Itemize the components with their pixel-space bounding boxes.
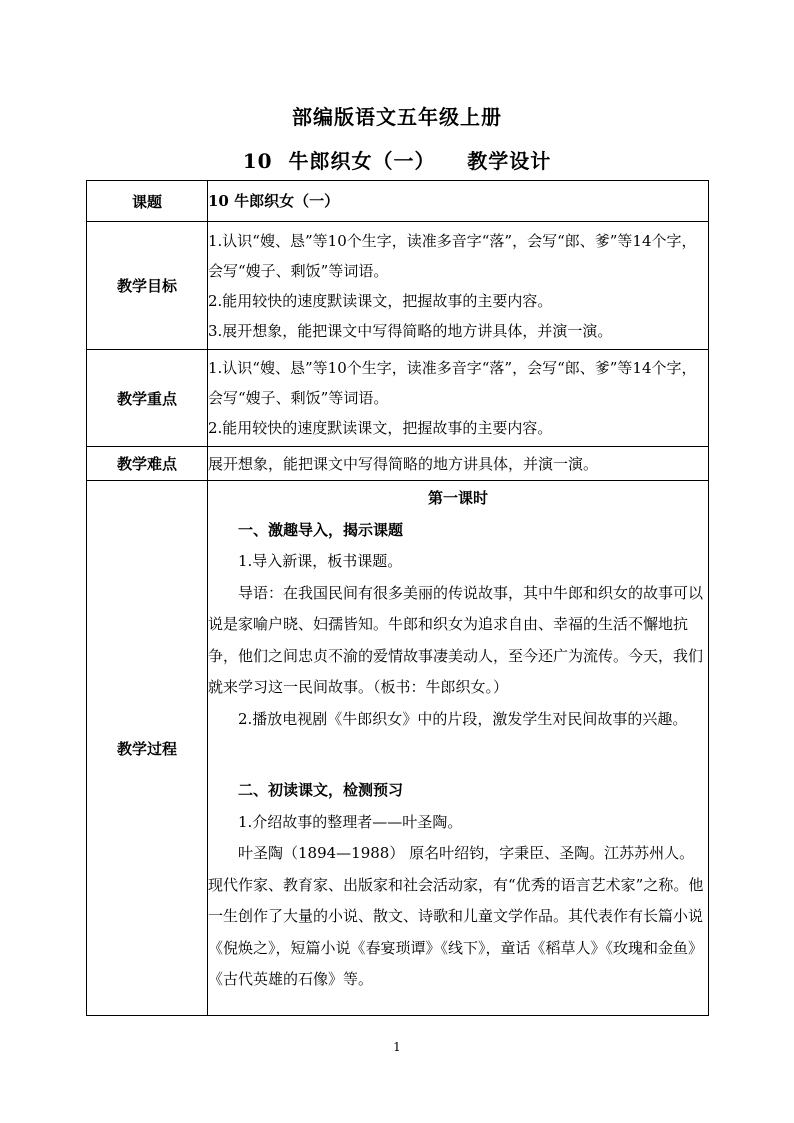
- page-number: 1: [393, 1040, 401, 1054]
- lesson-period-title: 第一课时: [427, 489, 488, 507]
- paragraph: 导语：在我国民间有很多美丽的传说故事，其中牛郎和织女的故事可以说是家喻户晓、妇孺皆知。牛郎和织女为追求自由、幸福的生活不懈地抗争，他们之间忠贞不渝的爱情故事凄美动人，至今还广为流传。今天，我们就来学习这一民间故事。（板书：牛郎织女。）: [208, 583, 704, 696]
- process-row: [87, 481, 709, 1016]
- topic-label: 课题: [87, 181, 208, 222]
- objectives-row: [87, 222, 709, 350]
- key-point-item: 1.认识“嫂、恳”等10个生字，读准多音字“落”，会写“郎、爹”等14个字，会写“嫂子、剩饭”等词语。: [208, 359, 697, 407]
- difficulty-value: 展开想象，能把课文中写得简略的地方讲具体，并演一演。: [208, 447, 709, 481]
- objectives-content: [208, 222, 709, 350]
- lesson-plan-table: [86, 180, 709, 1016]
- spacer: [208, 735, 708, 775]
- objectives-label: 教学目标: [87, 222, 208, 350]
- paragraph: 叶圣陶（1894—1988） 原名叶绍钧，字秉臣、圣陶。江苏苏州人。现代作家、教育家、出版家和社会活动家，有“优秀的语言艺术家”之称。他一生创作了大量的小说、散文、诗歌和儿童文学作品。其代表作有长篇小说《倪焕之》，短篇小说《春宴琐谭》《线下》，童话《稻草人》《玫瑰和金鱼》《古代英雄的石像》等。: [208, 844, 704, 988]
- process-content: [208, 481, 709, 1016]
- difficulty-row: [87, 447, 709, 481]
- key-points-row: [87, 350, 709, 447]
- key-points-label: 教学重点: [87, 350, 208, 447]
- lesson-design-title: 10 牛郎织女（一） 教学设计: [242, 149, 552, 173]
- topic-row: [87, 181, 709, 222]
- document-title: 部编版语文五年级上册: [292, 105, 502, 129]
- topic-value: 10 牛郎织女（一）: [208, 181, 709, 222]
- section-heading: 一、激趣导入，揭示课题: [238, 520, 404, 539]
- objective-item: 1.认识“嫂、恳”等10个生字，读准多音字“落”，会写“郎、爹”等14个字，会写“嫂子、剩饭”等词语。: [208, 231, 697, 280]
- paragraph: 2.播放电视剧《牛郎织女》中的片段，激发学生对民间故事的兴趣。: [238, 709, 688, 728]
- objective-item: 2.能用较快的速度默读课文，把握故事的主要内容。: [208, 291, 553, 310]
- paragraph: 1.介绍故事的整理者——叶圣陶。: [238, 812, 463, 831]
- objective-item: 3.展开想象，能把课文中写得简略的地方讲具体，并演一演。: [208, 321, 613, 340]
- key-point-item: 2.能用较快的速度默读课文，把握故事的主要内容。: [208, 419, 553, 437]
- section-heading: 二、初读课文，检测预习: [238, 781, 404, 799]
- difficulty-label: 教学难点: [87, 447, 208, 481]
- key-points-content: [208, 350, 709, 447]
- paragraph: 1.导入新课，板书课题。: [238, 552, 403, 570]
- process-label: 教学过程: [87, 481, 208, 1016]
